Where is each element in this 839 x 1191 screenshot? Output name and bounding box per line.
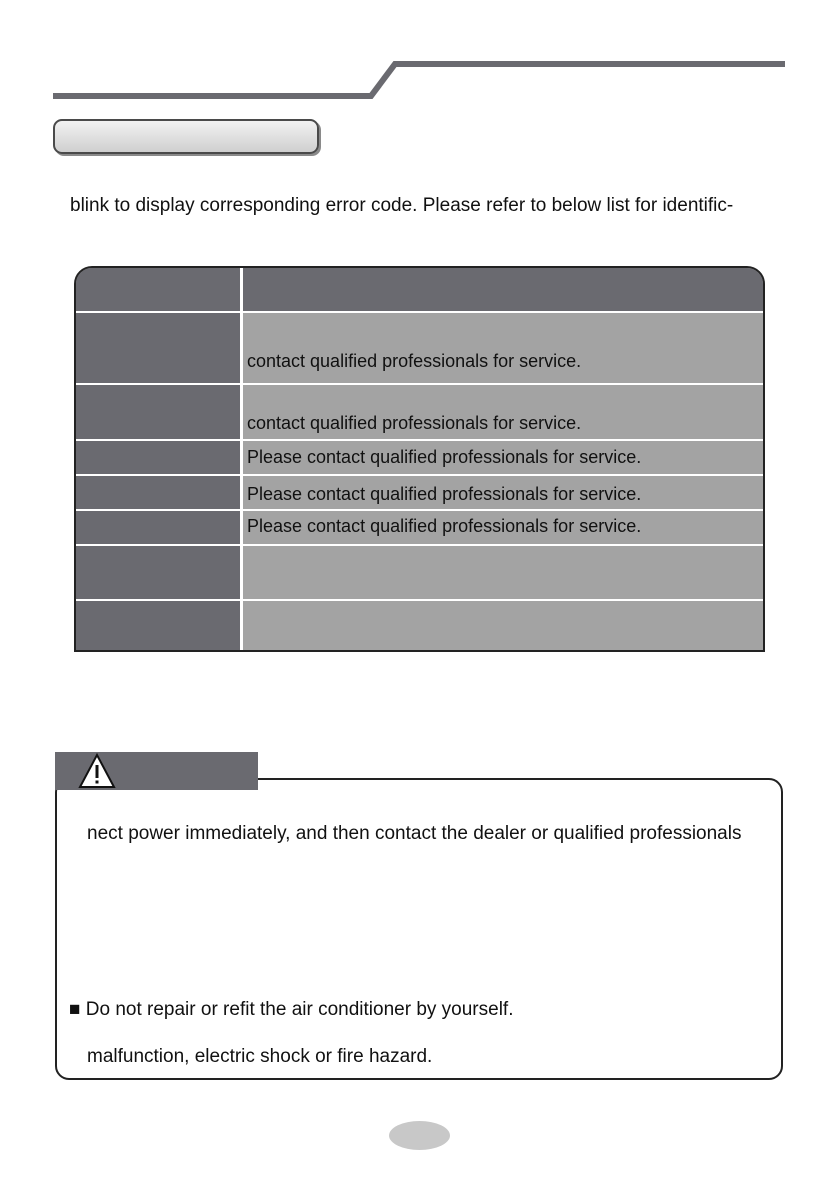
row-divider bbox=[76, 509, 763, 511]
warning-line-3: malfunction, electric shock or fire hazard. bbox=[87, 1046, 433, 1067]
table-row-description: Please contact qualified professionals for service. bbox=[247, 447, 642, 467]
warning-line-1: nect power immediately, and then contact the dealer or qualified professionals bbox=[87, 823, 742, 844]
error-code-column bbox=[76, 268, 240, 650]
row-divider bbox=[76, 383, 763, 385]
table-row-description: Please contact qualified professionals for service. bbox=[247, 516, 642, 536]
warning-triangle-icon bbox=[78, 752, 116, 790]
column-divider bbox=[240, 268, 243, 650]
row-divider bbox=[76, 439, 763, 441]
intro-text: blink to display corresponding error code. Please refer to below list for identific- bbox=[70, 195, 734, 216]
warning-bullet-line bbox=[69, 999, 513, 1021]
row-divider bbox=[76, 311, 763, 313]
error-code-table bbox=[74, 266, 765, 652]
warning-line-2: Do not repair or refit the air conditioner by yourself. bbox=[85, 999, 514, 1020]
bullet-square-icon: ■ bbox=[69, 999, 81, 1020]
table-row-description: contact qualified professionals for service. bbox=[247, 351, 582, 371]
row-divider bbox=[76, 599, 763, 601]
table-row-description: contact qualified professionals for service. bbox=[247, 413, 582, 433]
header-rule bbox=[0, 0, 839, 110]
table-row-description: Please contact qualified professionals for service. bbox=[247, 484, 642, 504]
section-title-pill bbox=[53, 119, 319, 154]
table-header bbox=[76, 268, 763, 311]
row-divider bbox=[76, 474, 763, 476]
page-number-badge bbox=[389, 1121, 450, 1150]
row-divider bbox=[76, 544, 763, 546]
